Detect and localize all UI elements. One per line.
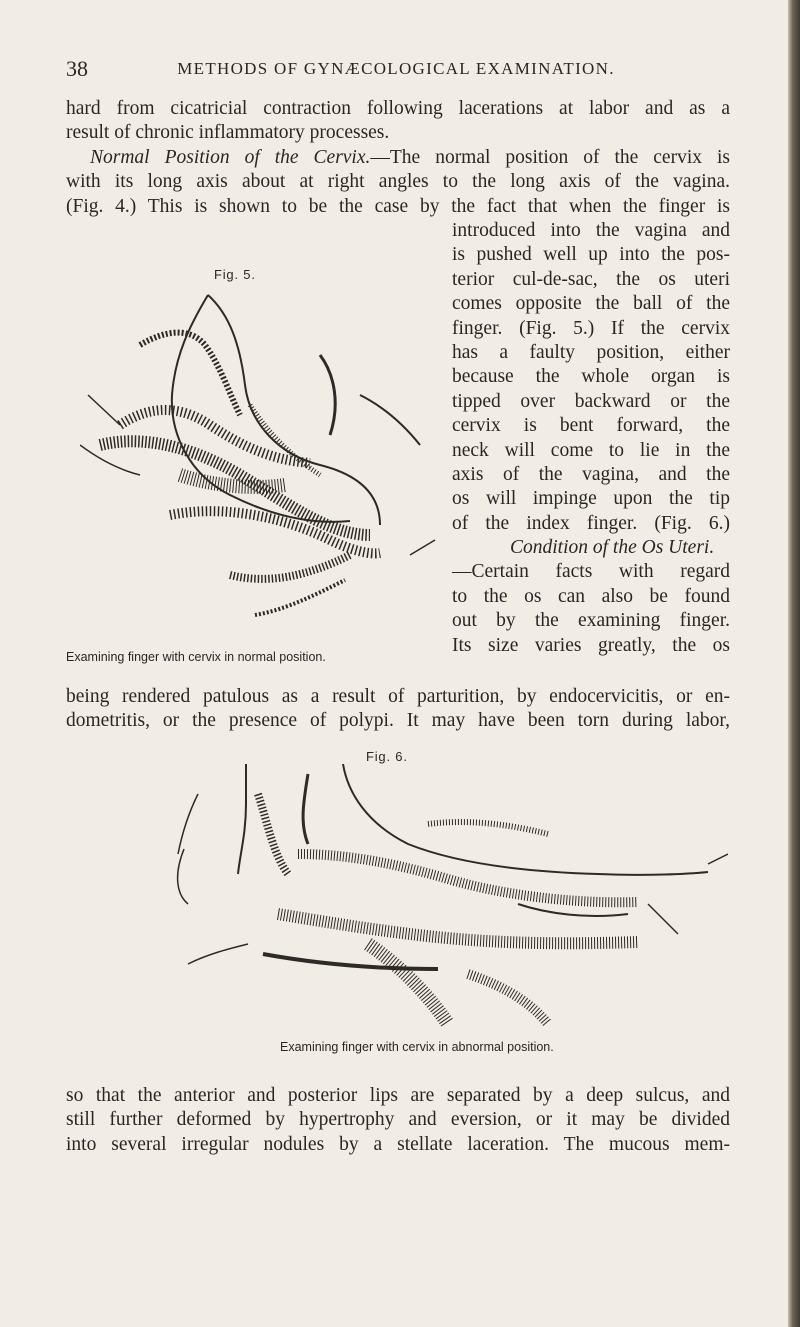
text-line: dometritis, or the presence of polypi. It may have been torn during labor, xyxy=(66,710,730,732)
text-line: is pushed well up into the pos- xyxy=(452,244,730,266)
text-line: to the os can also be found xyxy=(452,585,730,607)
text-line: because the whole organ is xyxy=(452,366,730,388)
text-line: out by the examining finger. xyxy=(452,610,730,632)
text-line: axis of the vagina, and the xyxy=(452,463,730,485)
text-line: result of chronic inflammatory processes. xyxy=(66,122,390,144)
section-heading-os-uteri: Condition of the Os Uteri. xyxy=(510,537,715,559)
text-line: comes opposite the ball of the xyxy=(452,293,730,315)
figure-6-illustration xyxy=(168,764,728,1044)
text-line: so that the anterior and posterior lips are separated by a deep sulcus, and xyxy=(66,1085,730,1106)
text-fragment: —The normal position of the cervix is xyxy=(370,146,730,168)
figure-5-illustration xyxy=(80,285,450,645)
text-line: finger. (Fig. 5.) If the cervix xyxy=(452,317,730,339)
text-line: neck will come to lie in the xyxy=(452,439,730,461)
text-line: hard from cicatricial contraction following lacerations at labor and as a xyxy=(66,98,730,119)
text-line: terior cul-de-sac, the os uteri xyxy=(452,268,730,290)
text-line: tipped over backward or the xyxy=(452,390,730,412)
text-line: still further deformed by hypertrophy and eversion, or it may be divided xyxy=(66,1109,730,1131)
figure-6-caption: Examining finger with cervix in abnormal position. xyxy=(280,1040,554,1054)
text-column-right xyxy=(452,219,730,658)
text-line: into several irregular nodules by a stellate laceration. The mucous mem- xyxy=(66,1133,730,1155)
text-line: with its long axis about at right angles to the long axis of the vagina. xyxy=(66,171,730,193)
book-page-edge xyxy=(788,0,800,1327)
text-line: Its size varies greatly, the os xyxy=(452,634,730,656)
section-heading-normal-position: Normal Position of the Cervix. xyxy=(90,146,371,168)
running-head: METHODS OF GYNÆCOLOGICAL EXAMINATION. xyxy=(177,59,615,78)
text-line xyxy=(66,146,730,170)
text-line: being rendered patulous as a result of parturition, by endocervicitis, or en- xyxy=(66,686,730,707)
page-number: 38 xyxy=(66,56,88,81)
text-line: of the index finger. (Fig. 6.) xyxy=(452,512,730,534)
page-header xyxy=(66,56,726,84)
text-line: cervix is bent forward, the xyxy=(452,415,730,437)
text-line: os will impinge upon the tip xyxy=(452,488,730,510)
figure-5-label: Fig. 5. xyxy=(214,267,256,282)
text-line: introduced into the vagina and xyxy=(452,220,730,241)
figure-6-label: Fig. 6. xyxy=(366,749,408,764)
text-line: has a faulty position, either xyxy=(452,341,730,363)
text-block-top xyxy=(66,97,730,219)
text-line: —Certain facts with regard xyxy=(452,561,730,583)
text-block-bottom xyxy=(66,1084,730,1157)
text-block-middle xyxy=(66,685,730,734)
text-line: (Fig. 4.) This is shown to be the case by the fact that when the finger is xyxy=(66,195,730,217)
figure-5-caption: Examining finger with cervix in normal position. xyxy=(66,650,326,664)
